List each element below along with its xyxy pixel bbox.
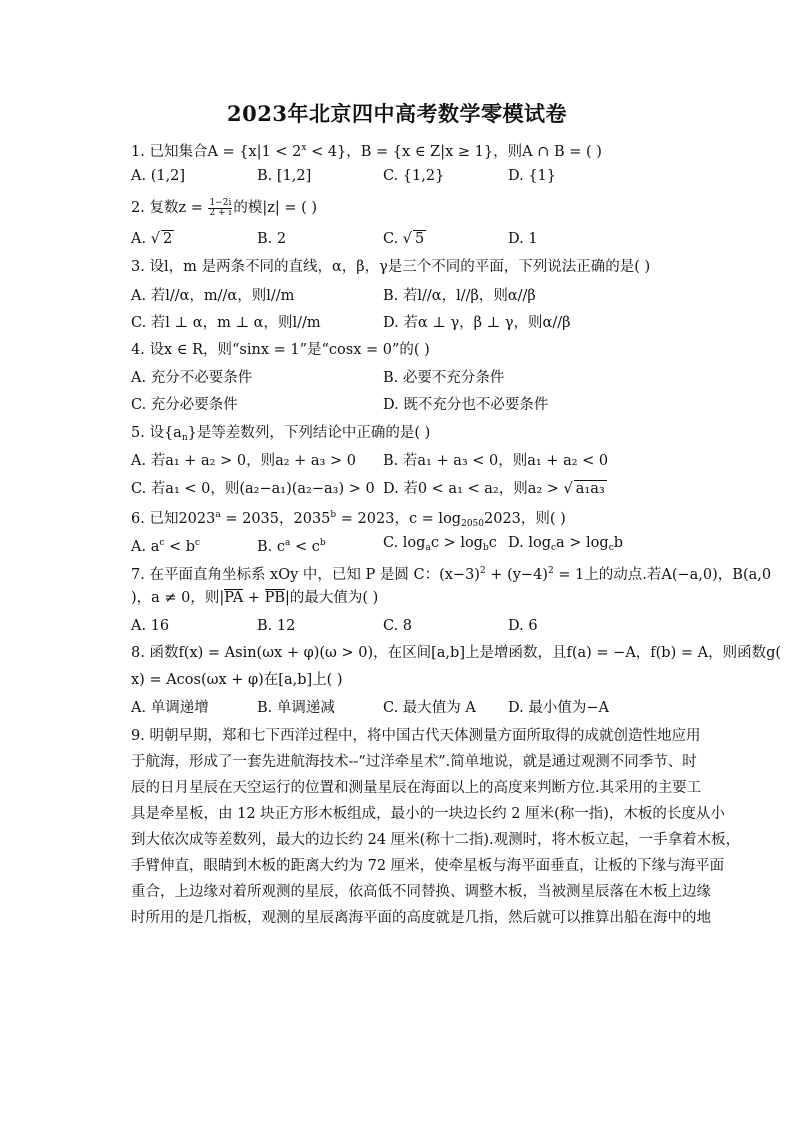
question-6-option-a: A. $a^c < b^c$	[131, 538, 201, 555]
question-8-option-b: B. 单调递减	[257, 700, 335, 716]
question-5-option-d: D. 若0 < a₁ < a₂，则a₂ > √ a₁a₃	[383, 481, 605, 497]
question-6-stem: 6. 已知$2023^a = 2035$，$2035^b = 2023$，$c = \log_{2050}2023$，则( )	[131, 510, 566, 529]
question-8-option-c: C. 最大值为 A	[383, 700, 476, 716]
question-4-option-a: A. 充分不必要条件	[131, 370, 253, 386]
fraction: $\frac{1-2i}{2 + i}$	[209, 197, 232, 218]
passage-line: 于航海，形成了一套先进航海技术--“过洋牵星术”.简单地说，就是通过观测不同季节、时	[131, 754, 697, 770]
question-4-stem: 4. 设x ∈ R，则“sinx = 1”是“cosx = 0”的( )	[131, 342, 430, 358]
question-2-option-d: D. 1	[508, 231, 538, 247]
question-8-option-d: D. 最小值为−A	[508, 700, 609, 716]
question-2-option-b: B. 2	[257, 231, 287, 247]
passage-line: 9. 明朝早期，郑和七下西洋过程中，将中国古代天体测量方面所取得的成就创造性地应用	[131, 728, 701, 744]
question-7-stem-line-2: )，a ≠ 0，则|PA + PB|的最大值为( )	[131, 590, 379, 606]
question-3-option-a: A. 若l//α，m//α，则l//m	[131, 288, 295, 304]
question-8-stem-line-1: 8. 函数f(x) = Asin(ωx + φ)(ω > 0)，在区间[a,b]上是增函数，且f(a) = −A，f(b) = A，则函数g(	[131, 645, 782, 661]
question-7-option-a: A. 16	[131, 618, 170, 634]
question-5-option-a: A. 若a₁ + a₂ > 0，则a₂ + a₃ > 0	[131, 453, 356, 469]
question-2-option-a: A. √ 2	[131, 231, 173, 247]
passage-line: 手臂伸直，眼睛到木板的距离大约为 72 厘米，使牵星板与海平面垂直，让板的下缘与海平面	[131, 858, 725, 874]
question-6-option-d: D. $\log_ca > \log_cb$	[508, 535, 624, 553]
question-6-option-b: B. $c^a < c^b$	[257, 538, 326, 555]
question-5-option-b: B. 若a₁ + a₃ < 0，则a₁ + a₂ < 0	[383, 453, 609, 469]
passage-line: 辰的日月星辰在天空运行的位置和测量星辰在海面以上的高度来判断方位.其采用的主要工	[131, 780, 702, 796]
question-5-stem: 5. 设$\{a_n\}$是等差数列，下列结论中正确的是( )	[131, 425, 431, 443]
question-5-option-c: C. 若a₁ < 0，则(a₂−a₁)(a₂−a₃) > 0	[131, 481, 375, 497]
question-8-stem-line-2: x) = Acos(ωx + φ)在[a,b]上( )	[131, 672, 343, 688]
question-6-option-c: C. $\log_ac > \log_bc$	[383, 535, 497, 553]
question-2-option-c: C. √ 5	[383, 231, 425, 247]
passage-line: 重合，上边缘对着所观测的星辰，依高低不同替换、调整木板，当被测星辰落在木板上边缘	[131, 884, 711, 900]
question-7-option-b: B. 12	[257, 618, 296, 634]
passage-line: 到大依次成等差数列，最大的边长约 24 厘米(称十二指).观测时，将木板立起，一手拿着木板，	[131, 832, 741, 848]
question-4-option-c: C. 充分必要条件	[131, 397, 238, 413]
question-2-stem: 2. 复数z = $\frac{1-2i}{2 + i}$ 的模|z| = ( )	[131, 197, 318, 218]
passage-line: 具是牵星板，由 12 块正方形木板组成，最小的一块边长约 2 厘米(称一指)，木板的长度从小	[131, 806, 725, 822]
question-3-option-c: C. 若l ⊥ α，m ⊥ α，则l//m	[131, 315, 321, 331]
question-4-option-d: D. 既不充分也不必要条件	[383, 397, 549, 413]
question-7-option-c: C. 8	[383, 618, 413, 634]
question-1-option-d: D. {1}	[508, 168, 557, 184]
question-4-option-b: B. 必要不充分条件	[383, 370, 505, 386]
question-1-option-a: A. (1,2]	[131, 168, 186, 184]
question-1-stem: 1. 已知集合$A = \{x|1 < 2^x < 4\}$，B = {x ∈ Z|x ≥ 1}，则A ∩ B = ( )	[131, 143, 602, 160]
question-7-stem-line-1: 7. 在平面直角坐标系 xOy 中，已知 P 是圆 C：$(x-3)^2 + (y-4)^2 = 1$上的动点.若A(−a,0)，B(a,0	[131, 566, 772, 583]
page-title: 2023年北京四中高考数学零模试卷	[227, 101, 567, 126]
question-3-stem: 3. 设l，m 是两条不同的直线，α，β，γ是三个不同的平面，下列说法正确的是( )	[131, 259, 651, 275]
passage-line: 时所用的是几指板，观测的星辰离海平面的高度就是几指，然后就可以推算出船在海中的地	[131, 910, 711, 926]
question-9-passage	[131, 723, 741, 931]
question-1-option-b: B. [1,2]	[257, 168, 312, 184]
question-8-option-a: A. 单调递增	[131, 700, 209, 716]
question-1-option-c: C. {1,2}	[383, 168, 445, 184]
question-3-option-d: D. 若α ⊥ γ，β ⊥ γ，则α//β	[383, 315, 571, 331]
question-7-option-d: D. 6	[508, 618, 538, 634]
question-3-option-b: B. 若l//α，l//β，则α//β	[383, 288, 536, 304]
